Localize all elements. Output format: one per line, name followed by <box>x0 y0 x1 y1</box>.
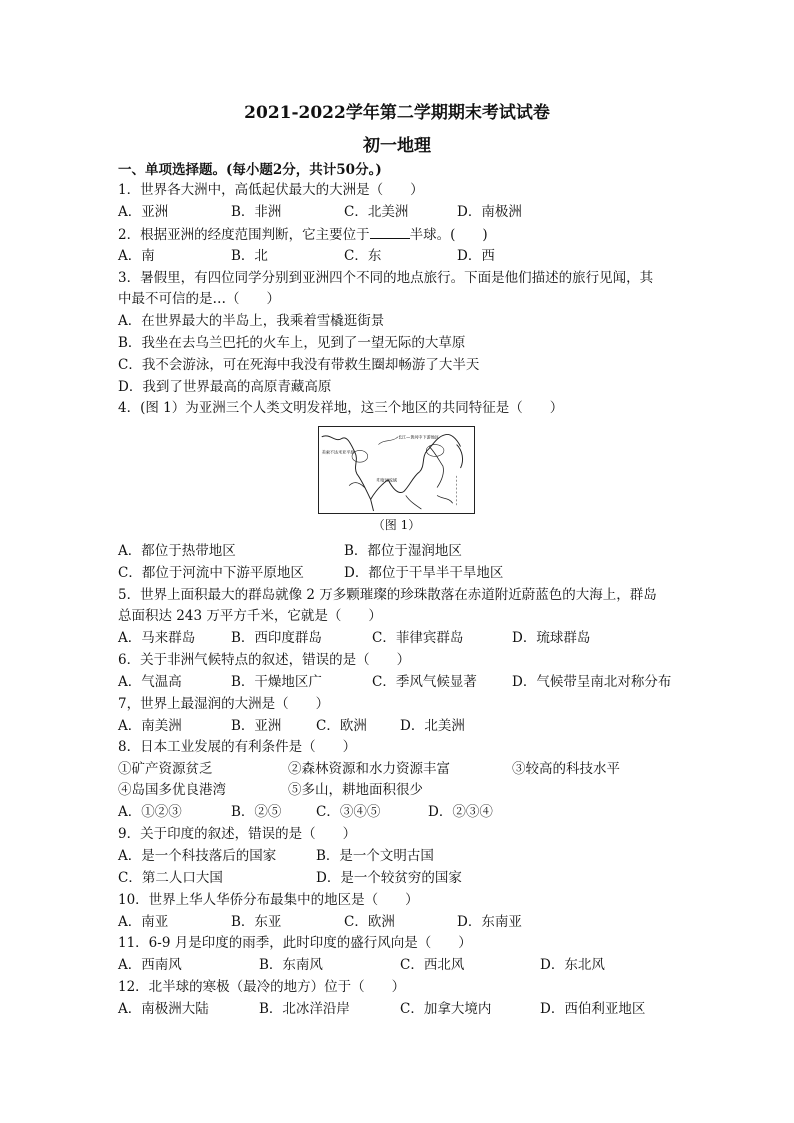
q1-option-a: A．亚洲 <box>118 204 169 220</box>
figure-caption: （图 1） <box>372 518 421 532</box>
q4-option-c: C．都位于河流中下游平原地区 <box>118 565 304 581</box>
asia-civilization-map <box>318 426 475 514</box>
q5-option-d: D．琉球群岛 <box>512 630 591 646</box>
q9-stem: 9．关于印度的叙述，错误的是（ ） <box>118 826 357 842</box>
q10-option-c: C．欧洲 <box>344 914 395 930</box>
q5-option-b: B．西印度群岛 <box>231 630 322 646</box>
q11-option-d: D．东北风 <box>540 957 605 973</box>
q8-option-c: C．③④⑤ <box>316 804 381 820</box>
q8-condition-4: ④岛国多优良港湾 <box>118 782 226 798</box>
q6-option-a: A．气温高 <box>118 674 182 690</box>
q8-condition-5: ⑤多山，耕地面积很少 <box>288 782 423 798</box>
q5-option-c: C．菲律宾群岛 <box>372 630 464 646</box>
map-label-indus: 印度河流域 <box>376 477 397 483</box>
q11-option-b: B．东南风 <box>259 957 323 973</box>
q1-stem: 1．世界各大洲中，高低起伏最大的大洲是（ ） <box>118 182 424 198</box>
q4-option-b: B．都位于湿润地区 <box>344 543 462 559</box>
section-heading: 一、单项选择题。(每小题2分，共计50分。) <box>118 162 382 178</box>
q3-option-b: B．我坐在去乌兰巴托的火车上，见到了一望无际的大草原 <box>118 335 466 351</box>
q4-option-d: D．都位于干旱半干旱地区 <box>344 565 504 581</box>
q3-option-a: A．在世界最大的半岛上，我乘着雪橇逛街景 <box>118 313 385 329</box>
q2-stem-pre: 2．根据亚洲的经度范围判断，它主要位于 <box>118 227 370 243</box>
q11-option-a: A．西南风 <box>118 957 182 973</box>
q6-option-b: B．干燥地区广 <box>231 674 322 690</box>
q9-option-c: C．第二人口大国 <box>118 870 223 886</box>
q8-option-a: A．①②③ <box>118 804 182 820</box>
q9-option-a: A．是一个科技落后的国家 <box>118 848 277 864</box>
q8-option-d: D．②③④ <box>428 804 493 820</box>
q12-option-a: A．南极洲大陆 <box>118 1001 209 1017</box>
q4-stem: 4．(图 1）为亚洲三个人类文明发祥地，这三个地区的共同特征是（ ） <box>118 400 564 416</box>
map-label-mesopotamia: 美索不达米亚平原 <box>321 449 355 455</box>
map-label-yangtze: 长江—黄河中下游地区 <box>397 434 439 440</box>
q12-option-c: C．加拿大境内 <box>400 1001 492 1017</box>
q7-option-c: C．欧洲 <box>316 718 367 734</box>
q12-stem: 12．北半球的寒极（最冷的地方）位于（ ） <box>118 979 406 995</box>
q5-stem-line2: 总面积达 243 万平方千米，它就是（ ） <box>118 608 382 624</box>
q12-option-b: B．北冰洋沿岸 <box>259 1001 350 1017</box>
q2-option-d: D．西 <box>457 248 495 264</box>
q3-stem-line1: 3．暑假里，有四位同学分别到亚洲四个不同的地点旅行。下面是他们描述的旅行见闻，其 <box>118 270 654 286</box>
exam-title: 2021-2022学年第二学期期末考试试卷 <box>244 103 550 123</box>
q7-option-a: A．南美洲 <box>118 718 182 734</box>
q2-option-a: A．南 <box>118 248 155 264</box>
q10-option-b: B．东亚 <box>231 914 282 930</box>
map-graphic <box>319 427 474 513</box>
q1-option-d: D．南极洲 <box>457 204 522 220</box>
q1-option-b: B．非洲 <box>231 204 282 220</box>
q3-stem-line2: 中最不可信的是…（ ） <box>118 291 280 307</box>
q1-option-c: C．北美洲 <box>344 204 409 220</box>
q3-option-d: D．我到了世界最高的高原青藏高原 <box>118 379 332 395</box>
q12-option-d: D．西伯利亚地区 <box>540 1001 646 1017</box>
q7-option-b: B．亚洲 <box>231 718 282 734</box>
q10-option-a: A．南亚 <box>118 914 169 930</box>
q8-condition-2: ②森林资源和水力资源丰富 <box>288 761 450 777</box>
q9-option-d: D．是一个较贫穷的国家 <box>316 870 462 886</box>
q9-option-b: B．是一个文明古国 <box>316 848 434 864</box>
q2-option-c: C．东 <box>344 248 382 264</box>
q11-stem: 11．6-9 月是印度的雨季，此时印度的盛行风向是（ ） <box>118 935 472 951</box>
q4-option-a: A．都位于热带地区 <box>118 543 236 559</box>
q8-option-b: B．②⑤ <box>231 804 282 820</box>
exam-subject: 初一地理 <box>363 136 431 156</box>
q7-option-d: D．北美洲 <box>400 718 465 734</box>
q8-condition-3: ③较高的科技水平 <box>512 761 620 777</box>
q8-stem: 8．日本工业发展的有利条件是（ ） <box>118 739 357 755</box>
q2-stem <box>118 224 488 245</box>
q3-option-c: C．我不会游泳，可在死海中我没有带救生圈却畅游了大半天 <box>118 357 480 373</box>
q5-option-a: A．马来群岛 <box>118 630 196 646</box>
q2-answer-blank <box>370 224 410 239</box>
q6-option-c: C．季风气候显著 <box>372 674 477 690</box>
q11-option-c: C．西北风 <box>400 957 465 973</box>
q10-stem: 10．世界上华人华侨分布最集中的地区是（ ） <box>118 892 419 908</box>
q8-condition-1: ①矿产资源贫乏 <box>118 761 213 777</box>
q6-option-d: D．气候带呈南北对称分布 <box>512 674 672 690</box>
q7-stem: 7，世界上最湿润的大洲是（ ） <box>118 696 330 712</box>
q2-stem-post: 半球。( ) <box>409 227 488 243</box>
q5-stem-line1: 5．世界上面积最大的群岛就像 2 万多颗璀璨的珍珠散落在赤道附近蔚蓝色的大海上，群岛 <box>118 587 657 603</box>
q2-option-b: B．北 <box>231 248 268 264</box>
q10-option-d: D．东南亚 <box>457 914 522 930</box>
q6-stem: 6．关于非洲气候特点的叙述，错误的是（ ） <box>118 652 411 668</box>
